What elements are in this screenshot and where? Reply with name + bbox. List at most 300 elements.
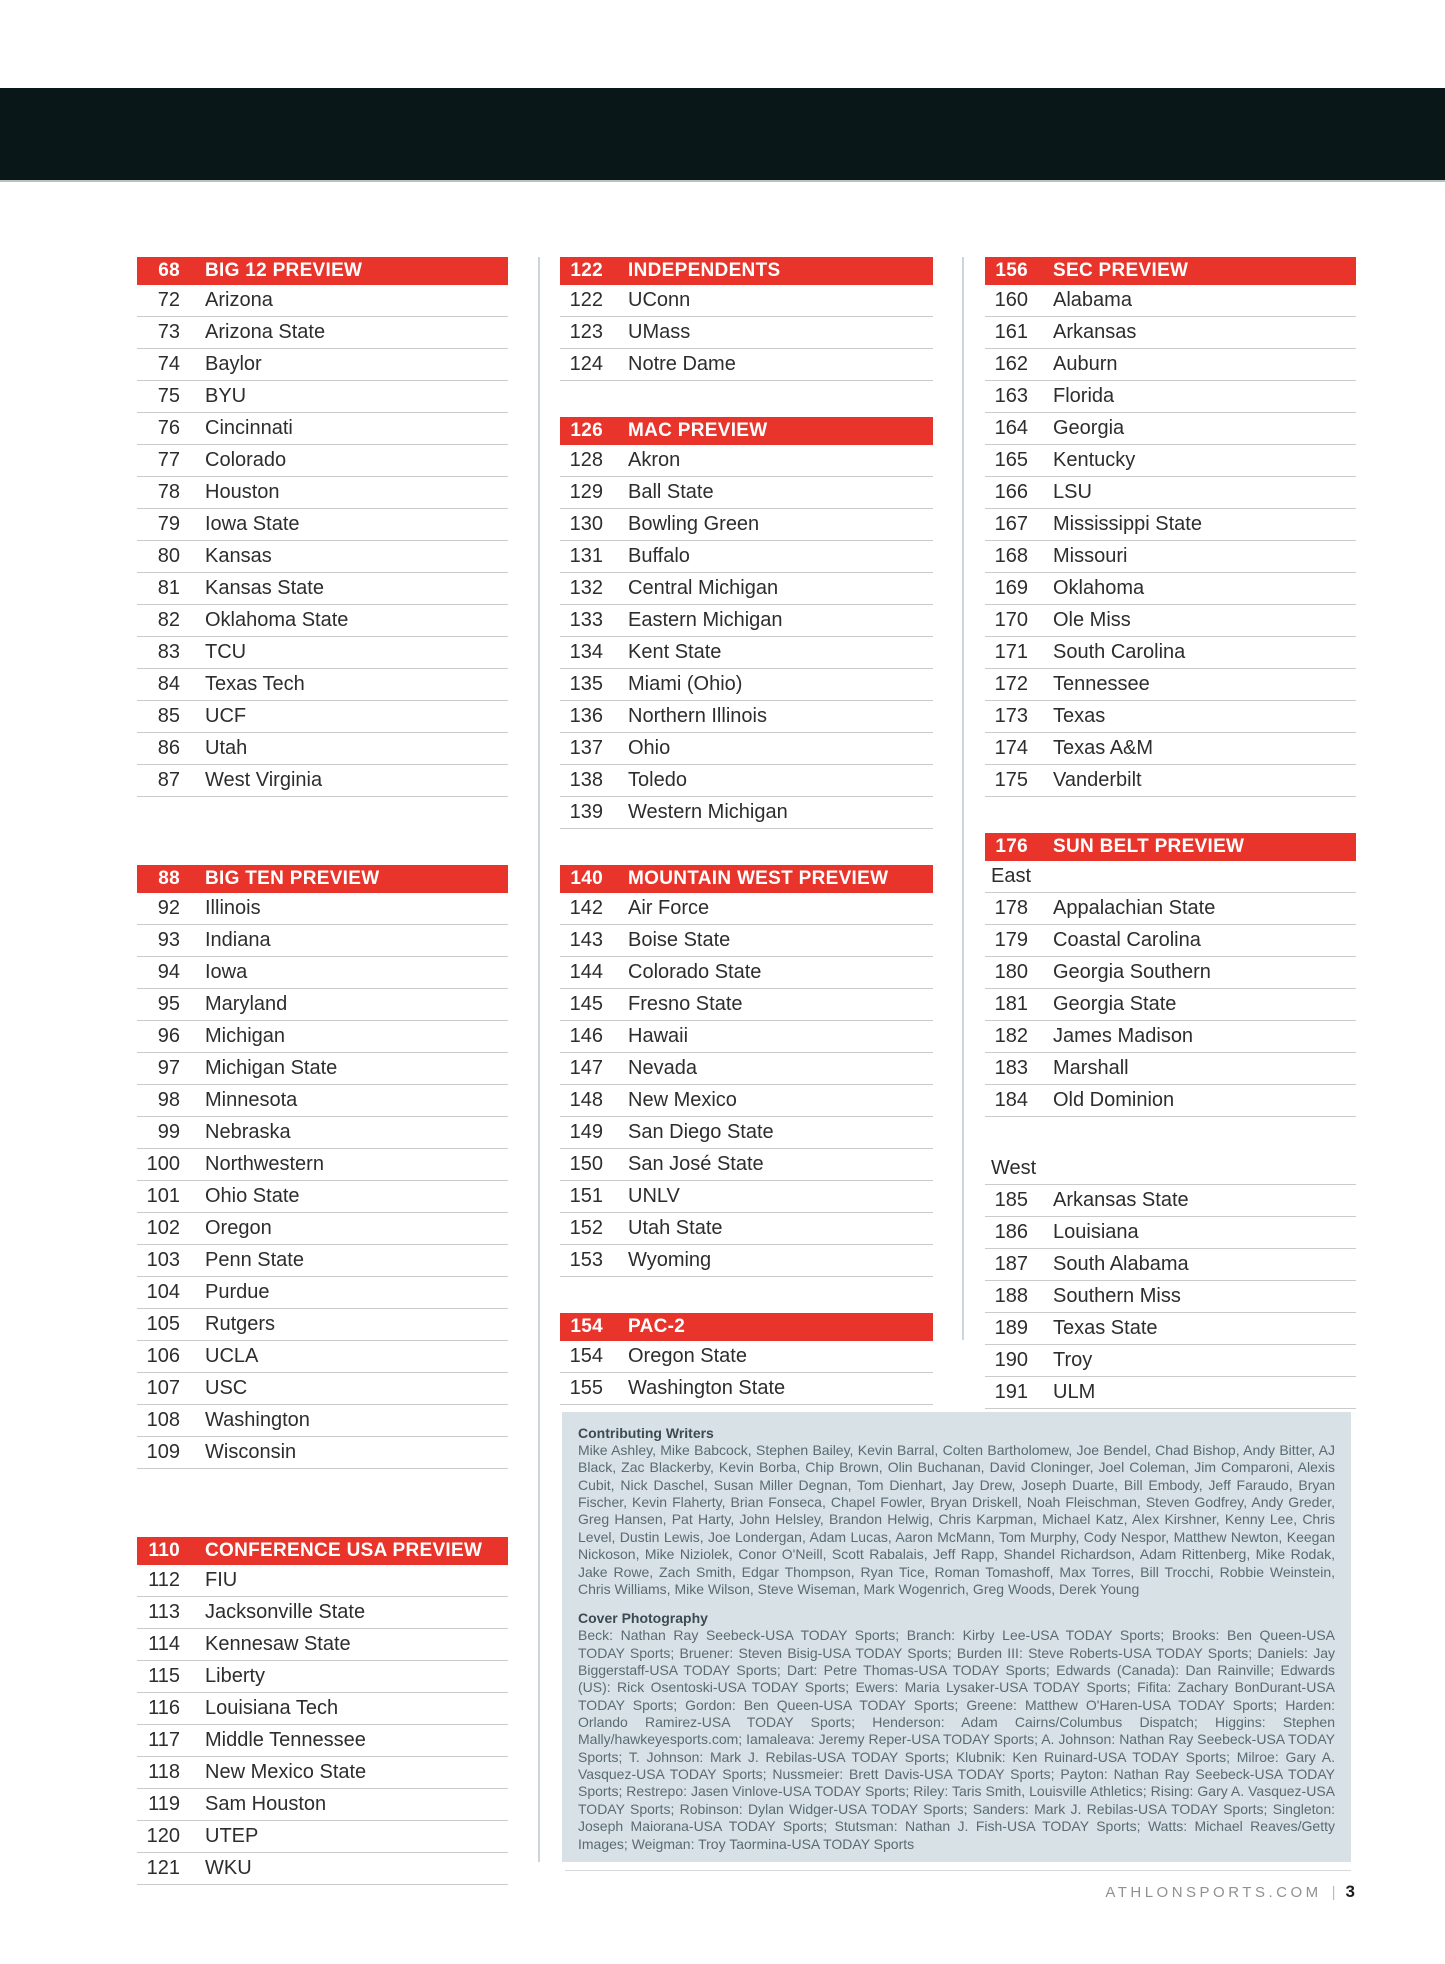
section-title: SUN BELT PREVIEW bbox=[1053, 836, 1245, 857]
toc-row bbox=[137, 1341, 508, 1373]
page-number: 172 bbox=[994, 673, 1028, 695]
page-number: 163 bbox=[994, 385, 1028, 407]
page-number: 151 bbox=[569, 1185, 603, 1207]
toc-row bbox=[137, 733, 508, 765]
section-header-bar bbox=[137, 1537, 508, 1565]
page-number: 138 bbox=[569, 769, 603, 791]
page-number: 183 bbox=[994, 1057, 1028, 1079]
section-header-bar bbox=[137, 865, 508, 893]
team-name: Sam Houston bbox=[205, 1793, 327, 1815]
section-header-bar bbox=[985, 833, 1356, 861]
toc-row bbox=[137, 957, 508, 989]
page-number: 128 bbox=[569, 449, 603, 471]
column-divider-left bbox=[538, 257, 540, 1862]
section-page-number: 110 bbox=[148, 1540, 180, 1561]
top-banner bbox=[0, 88, 1445, 182]
page-number: 144 bbox=[569, 961, 603, 983]
team-name: Georgia bbox=[1053, 417, 1125, 439]
toc-row bbox=[137, 349, 508, 381]
team-name: Nebraska bbox=[205, 1121, 291, 1143]
toc-row bbox=[137, 1437, 508, 1469]
team-name: TCU bbox=[205, 641, 247, 663]
page-number: 94 bbox=[157, 961, 180, 983]
page-number: 78 bbox=[157, 481, 180, 503]
team-name: FIU bbox=[205, 1569, 238, 1591]
page-number: 116 bbox=[148, 1697, 180, 1719]
contributing-writers-heading: Contributing Writers bbox=[578, 1425, 714, 1441]
page-number: 178 bbox=[994, 897, 1028, 919]
division-label: East bbox=[985, 861, 1356, 893]
page-number: 165 bbox=[994, 449, 1028, 471]
team-name: Kansas State bbox=[205, 577, 324, 599]
toc-row bbox=[137, 1853, 508, 1885]
page-number: 147 bbox=[569, 1057, 603, 1079]
page-number: 87 bbox=[157, 769, 180, 791]
toc-row bbox=[985, 509, 1356, 541]
page-number: 131 bbox=[569, 545, 603, 567]
page-number: 179 bbox=[994, 929, 1028, 951]
toc-row bbox=[137, 1405, 508, 1437]
toc-section bbox=[985, 257, 1356, 797]
page-number: 169 bbox=[994, 577, 1028, 599]
section-header-bar bbox=[560, 417, 933, 445]
page-number: 139 bbox=[569, 801, 603, 823]
toc-row bbox=[560, 1021, 933, 1053]
page-number: 142 bbox=[569, 897, 603, 919]
page-number: 185 bbox=[994, 1189, 1028, 1211]
team-name: South Alabama bbox=[1053, 1253, 1189, 1275]
toc-row bbox=[985, 1313, 1356, 1345]
section-header-bar bbox=[985, 257, 1356, 285]
toc-row bbox=[137, 477, 508, 509]
toc-row bbox=[560, 701, 933, 733]
page-number: 160 bbox=[994, 289, 1028, 311]
page-number: 136 bbox=[569, 705, 603, 727]
team-name: Auburn bbox=[1053, 353, 1118, 375]
team-name: South Carolina bbox=[1053, 641, 1186, 663]
toc-row bbox=[560, 893, 933, 925]
toc-row bbox=[560, 1213, 933, 1245]
page-number: 86 bbox=[157, 737, 180, 759]
toc-row bbox=[985, 1217, 1356, 1249]
page-number: 93 bbox=[157, 929, 180, 951]
page-number: 100 bbox=[146, 1153, 180, 1175]
toc-row bbox=[137, 989, 508, 1021]
team-name: Iowa State bbox=[205, 513, 300, 535]
toc-row bbox=[985, 925, 1356, 957]
team-name: USC bbox=[205, 1377, 248, 1399]
toc-row bbox=[985, 1021, 1356, 1053]
page-number: 108 bbox=[146, 1409, 180, 1431]
team-name: Michigan State bbox=[205, 1057, 338, 1079]
team-name: Western Michigan bbox=[628, 801, 788, 823]
team-name: West Virginia bbox=[205, 769, 323, 791]
page-number: 97 bbox=[157, 1057, 180, 1079]
page-number: 134 bbox=[569, 641, 603, 663]
page-number: 109 bbox=[146, 1441, 180, 1463]
team-name: UTEP bbox=[205, 1825, 259, 1847]
page-number: 123 bbox=[569, 321, 603, 343]
toc-row bbox=[985, 1053, 1356, 1085]
toc-row bbox=[560, 733, 933, 765]
page-number: 184 bbox=[994, 1089, 1028, 1111]
team-name: New Mexico bbox=[628, 1089, 737, 1111]
toc-row bbox=[985, 1281, 1356, 1313]
toc-row bbox=[985, 1377, 1356, 1409]
toc-row bbox=[137, 1309, 508, 1341]
team-name: Nevada bbox=[628, 1057, 697, 1079]
page-number: 114 bbox=[148, 1633, 180, 1655]
team-name: UNLV bbox=[628, 1185, 680, 1207]
toc-row bbox=[137, 925, 508, 957]
page-number: 155 bbox=[569, 1377, 603, 1399]
toc-row bbox=[137, 1149, 508, 1181]
toc-row bbox=[560, 669, 933, 701]
page-number: 73 bbox=[157, 321, 180, 343]
page-number: 101 bbox=[146, 1185, 180, 1207]
toc-section bbox=[560, 417, 933, 829]
toc-row bbox=[985, 445, 1356, 477]
toc-row bbox=[137, 381, 508, 413]
toc-row bbox=[137, 413, 508, 445]
team-name: Bowling Green bbox=[628, 513, 760, 535]
team-name: UMass bbox=[628, 321, 691, 343]
page-number: 74 bbox=[157, 353, 180, 375]
team-name: Maryland bbox=[205, 993, 288, 1015]
toc-section bbox=[560, 865, 933, 1277]
toc-row bbox=[137, 1565, 508, 1597]
team-name: BYU bbox=[205, 385, 247, 407]
cover-photography-text: Beck: Nathan Ray Seebeck-USA TODAY Sports; Branch: Kirby Lee-USA TODAY Sports; Brooks: Ben Queen-USA TODAY Sports; Bruener: Steven Bisig-USA TODAY Sports; Burden III: Steve Roberts-USA TODAY Sports; Daniels: Jay Biggerstaff-USA TODAY Sports; Dart: Petre Thomas-USA TODAY Sports; Edwards (Canada): Dan Rainville; Edwards (US): Rick Osentoski-USA TODAY Sports; Ewers: Maria Lysaker-USA TODAY Sports; Fifita: Zachary BonDurant-USA TODAY Sports; Gordon: Ben Queen-USA TODAY Sports; Greene: Matthew O'Haren-USA TODAY Sports; Harden: Orlando Ramirez-USA TODAY Sports; Henderson: Adam Cairns/Columbus Dispatch; Higgins: Stephen Mally/hawkeyesports.com; Iamaleava: Jeremy Reper-USA TODAY Sports; A. Johnson: Nathan Ray Seebeck-USA TODAY Sports; T. Johnson: Mark J. Rebilas-USA TODAY Sports; Klubnik: Ken Ruinard-USA TODAY Sports; Milroe: Gary A. Vasquez-USA TODAY Sports; Nussmeier: Brett Davis-USA TODAY Sports; Payton: Nathan Ray Seebeck-USA TODAY Sports; Restrepo: Jasen Vinlove-USA TODAY Sports; Riley: Taris Smith, Louisville Athletics; Rising: Gary A. Vasquez-USA TODAY Sports; Robinson: Dylan Widger-USA TODAY Sports; Sanders: Mark J. Rebilas-USA TODAY Sports; Singleton: Joseph Maiorana-USA TODAY Sports; Stutsman: Nathan J. Fish-USA TODAY Sports; Watts: Michael Reaves/Getty Images; Weigman: Troy Taormina-USA TODAY Sports bbox=[578, 1627, 1335, 1852]
toc-row bbox=[560, 445, 933, 477]
toc-row bbox=[137, 573, 508, 605]
section-title: MOUNTAIN WEST PREVIEW bbox=[628, 868, 889, 889]
team-name: Louisiana bbox=[1053, 1221, 1139, 1243]
toc-row bbox=[137, 1373, 508, 1405]
toc-row bbox=[985, 349, 1356, 381]
toc-row bbox=[560, 1373, 933, 1405]
team-name: Utah bbox=[205, 737, 248, 759]
toc-row bbox=[560, 1181, 933, 1213]
toc-row bbox=[137, 1277, 508, 1309]
page-number: 84 bbox=[157, 673, 180, 695]
team-name: San Diego State bbox=[628, 1121, 774, 1143]
toc-row bbox=[560, 1149, 933, 1181]
page-number: 130 bbox=[569, 513, 603, 535]
team-name: Oregon State bbox=[628, 1345, 747, 1367]
toc-row bbox=[985, 381, 1356, 413]
team-name: Old Dominion bbox=[1053, 1089, 1175, 1111]
team-name: Ohio State bbox=[205, 1185, 300, 1207]
team-name: Texas Tech bbox=[205, 673, 305, 695]
toc-row bbox=[137, 605, 508, 637]
page-number: 149 bbox=[569, 1121, 603, 1143]
page-number: 133 bbox=[569, 609, 603, 631]
team-name: Hawaii bbox=[628, 1025, 689, 1047]
toc-row bbox=[985, 733, 1356, 765]
section-title: PAC-2 bbox=[628, 1316, 686, 1337]
team-name: Utah State bbox=[628, 1217, 723, 1239]
toc-column-middle bbox=[560, 257, 933, 1405]
team-name: Arizona State bbox=[205, 321, 326, 343]
page-number: 85 bbox=[157, 705, 180, 727]
toc-row bbox=[560, 797, 933, 829]
team-name: Kent State bbox=[628, 641, 722, 663]
section-page-number: 154 bbox=[570, 1316, 603, 1337]
team-name: Kennesaw State bbox=[205, 1633, 351, 1655]
team-name: Illinois bbox=[205, 897, 261, 919]
toc-row bbox=[137, 1725, 508, 1757]
toc-row bbox=[985, 573, 1356, 605]
page-number: 77 bbox=[157, 449, 180, 471]
toc-row bbox=[560, 317, 933, 349]
page-number: 80 bbox=[157, 545, 180, 567]
toc-row bbox=[985, 1249, 1356, 1281]
division-label: West bbox=[985, 1153, 1356, 1185]
toc-row bbox=[985, 637, 1356, 669]
toc-row bbox=[137, 1789, 508, 1821]
team-name: Central Michigan bbox=[628, 577, 779, 599]
toc-row bbox=[985, 1345, 1356, 1377]
team-name: Georgia State bbox=[1053, 993, 1177, 1015]
toc-row bbox=[560, 541, 933, 573]
page-number: 96 bbox=[157, 1025, 180, 1047]
page-number: 95 bbox=[157, 993, 180, 1015]
toc-row bbox=[560, 1245, 933, 1277]
page-number: 182 bbox=[994, 1025, 1028, 1047]
toc-row bbox=[137, 1821, 508, 1853]
team-name: Oklahoma State bbox=[205, 609, 349, 631]
team-name: Kentucky bbox=[1053, 449, 1136, 471]
section-page-number: 126 bbox=[570, 420, 603, 441]
team-name: San José State bbox=[628, 1153, 764, 1175]
team-name: Minnesota bbox=[205, 1089, 298, 1111]
team-name: Washington bbox=[205, 1409, 310, 1431]
page-number: 180 bbox=[994, 961, 1028, 983]
page-number: 76 bbox=[157, 417, 180, 439]
toc-row bbox=[985, 541, 1356, 573]
team-name: Missouri bbox=[1053, 545, 1128, 567]
team-name: Marshall bbox=[1053, 1057, 1129, 1079]
toc-row bbox=[137, 765, 508, 797]
team-name: Appalachian State bbox=[1053, 897, 1216, 919]
team-name: Florida bbox=[1053, 385, 1115, 407]
page-number: 135 bbox=[569, 673, 603, 695]
page-number: 148 bbox=[569, 1089, 603, 1111]
toc-row bbox=[560, 989, 933, 1021]
team-name: Oklahoma bbox=[1053, 577, 1145, 599]
page-number: 105 bbox=[146, 1313, 180, 1335]
toc-row bbox=[137, 1021, 508, 1053]
page-number: 143 bbox=[569, 929, 603, 951]
page-number: 145 bbox=[569, 993, 603, 1015]
team-name: Purdue bbox=[205, 1281, 270, 1303]
column-divider-right bbox=[962, 257, 964, 1340]
toc-row bbox=[137, 1245, 508, 1277]
page-number: 113 bbox=[148, 1601, 180, 1623]
page-number: 171 bbox=[994, 641, 1028, 663]
team-name: Arizona bbox=[205, 289, 273, 311]
page-number: 173 bbox=[994, 705, 1028, 727]
toc-row bbox=[985, 701, 1356, 733]
contributing-writers-text: Mike Ashley, Mike Babcock, Stephen Bailey, Kevin Barral, Colten Bartholomew, Joe Bendel, Chad Bishop, Andy Bitter, AJ Black, Zac Blackerby, Kevin Borba, Chip Brown, Olin Buchanan, David Cloninger, Joel Coleman, Jim Comparoni, Alexis Cubit, Nick Daschel, Susan Miller Degnan, Tom Dienhart, Jay Drew, Joseph Duarte, Bill Embody, Jeff Faraudo, Bryan Fischer, Kevin Flaherty, Brian Fonseca, Chapel Fowler, Bryan Driskell, Noah Fleischman, Steven Godfrey, Andy Greder, Greg Hansen, Pat Harty, John Helsley, Brandon Helwig, Chris Karpman, Michael Katz, Alex Kirshner, Kenny Lee, Chris Level, Dustin Lewis, Joe Londergan, Adam Lucas, Aaron McMann, Tom Murphy, Cody Nespor, Matthew Newton, Keegan Nickoson, Mike Niziolek, Conor O'Neill, Scott Rabalais, Jeff Rapp, Shandel Richardson, Adam Rittenberg, Mike Rodak, Jake Rowe, Zach Smith, Edgar Thompson, Ryan Tice, Roman Tomashoff, Max Torres, Bill Trocchi, Robbie Weinstein, Chris Williams, Mike Wilson, Steve Wiseman, Mark Wogenrich, Greg Woods, Derek Young bbox=[578, 1442, 1335, 1597]
page-number: 162 bbox=[994, 353, 1028, 375]
team-name: Ball State bbox=[628, 481, 714, 503]
toc-row bbox=[560, 285, 933, 317]
section-page-number: 140 bbox=[570, 868, 603, 889]
toc-section bbox=[137, 1537, 508, 1885]
toc-section bbox=[985, 833, 1356, 1409]
page-number: 188 bbox=[994, 1285, 1028, 1307]
toc-row bbox=[137, 317, 508, 349]
team-name: UCF bbox=[205, 705, 247, 727]
page-number: 92 bbox=[157, 897, 180, 919]
team-name: Eastern Michigan bbox=[628, 609, 783, 631]
team-name: Buffalo bbox=[628, 545, 690, 567]
toc-row bbox=[985, 957, 1356, 989]
page-number: 106 bbox=[146, 1345, 180, 1367]
page-number: 153 bbox=[569, 1249, 603, 1271]
team-name: Texas State bbox=[1053, 1317, 1158, 1339]
team-name: Georgia Southern bbox=[1053, 961, 1211, 983]
page-number: 146 bbox=[569, 1025, 603, 1047]
toc-row bbox=[560, 1117, 933, 1149]
toc-row bbox=[137, 1213, 508, 1245]
footer bbox=[1105, 1882, 1355, 1902]
team-name: Coastal Carolina bbox=[1053, 929, 1201, 951]
page-number: 181 bbox=[994, 993, 1028, 1015]
team-name: Louisiana Tech bbox=[205, 1697, 339, 1719]
team-name: Texas bbox=[1053, 705, 1106, 727]
team-name: Rutgers bbox=[205, 1313, 276, 1335]
team-name: Miami (Ohio) bbox=[628, 673, 743, 695]
team-name: Fresno State bbox=[628, 993, 743, 1015]
toc-row bbox=[137, 669, 508, 701]
section-header-bar bbox=[137, 257, 508, 285]
page-number: 99 bbox=[157, 1121, 180, 1143]
page-number: 132 bbox=[569, 577, 603, 599]
section-title: MAC PREVIEW bbox=[628, 420, 768, 441]
team-name: WKU bbox=[205, 1857, 252, 1879]
team-name: Ole Miss bbox=[1053, 609, 1131, 631]
team-name: Toledo bbox=[628, 769, 687, 791]
team-name: Houston bbox=[205, 481, 280, 503]
section-header-bar bbox=[560, 1313, 933, 1341]
page-number: 124 bbox=[569, 353, 603, 375]
footer-site-url: ATHLONSPORTS.COM bbox=[1105, 1883, 1322, 1901]
page-number: 112 bbox=[148, 1569, 180, 1591]
page-number: 104 bbox=[146, 1281, 180, 1303]
team-name: Jacksonville State bbox=[205, 1601, 366, 1623]
toc-row bbox=[137, 1757, 508, 1789]
page-number: 191 bbox=[994, 1381, 1028, 1403]
team-name: Michigan bbox=[205, 1025, 286, 1047]
toc-column-right bbox=[985, 257, 1356, 1409]
page-number: 75 bbox=[157, 385, 180, 407]
page-number: 115 bbox=[148, 1665, 180, 1687]
section-title: CONFERENCE USA PREVIEW bbox=[205, 1540, 483, 1561]
toc-section bbox=[560, 257, 933, 381]
toc-row bbox=[985, 285, 1356, 317]
page-number: 174 bbox=[994, 737, 1028, 759]
footer-separator: | bbox=[1331, 1883, 1336, 1901]
team-name: UConn bbox=[628, 289, 691, 311]
cover-photography-heading: Cover Photography bbox=[578, 1610, 708, 1627]
team-name: Alabama bbox=[1053, 289, 1132, 311]
team-name: Indiana bbox=[205, 929, 271, 951]
page-number: 98 bbox=[157, 1089, 180, 1111]
toc-row bbox=[985, 669, 1356, 701]
toc-row bbox=[985, 989, 1356, 1021]
section-title: BIG TEN PREVIEW bbox=[205, 868, 380, 889]
team-name: Wisconsin bbox=[205, 1441, 297, 1463]
toc-section bbox=[560, 1313, 933, 1405]
page-number: 102 bbox=[146, 1217, 180, 1239]
toc-row bbox=[137, 445, 508, 477]
team-name: Tennessee bbox=[1053, 673, 1150, 695]
team-name: Southern Miss bbox=[1053, 1285, 1181, 1307]
team-name: Northern Illinois bbox=[628, 705, 767, 727]
page-number: 186 bbox=[994, 1221, 1028, 1243]
toc-row bbox=[560, 573, 933, 605]
team-name: Air Force bbox=[628, 897, 710, 919]
team-name: New Mexico State bbox=[205, 1761, 367, 1783]
toc-row bbox=[560, 349, 933, 381]
page-number: 118 bbox=[148, 1761, 180, 1783]
footer-rule bbox=[565, 1870, 1351, 1871]
toc-row bbox=[985, 605, 1356, 637]
team-name: Texas A&M bbox=[1053, 737, 1154, 759]
toc-row bbox=[985, 1085, 1356, 1117]
team-name: Vanderbilt bbox=[1053, 769, 1142, 791]
page-number: 82 bbox=[157, 609, 180, 631]
section-header-bar bbox=[560, 865, 933, 893]
section-page-number: 122 bbox=[570, 260, 603, 281]
toc-row bbox=[985, 317, 1356, 349]
toc-row bbox=[137, 1693, 508, 1725]
page-number: 83 bbox=[157, 641, 180, 663]
team-name: Colorado State bbox=[628, 961, 762, 983]
section-page-number: 68 bbox=[158, 260, 180, 281]
toc-row bbox=[560, 957, 933, 989]
section-header-bar bbox=[560, 257, 933, 285]
team-name: Oregon bbox=[205, 1217, 272, 1239]
toc-row bbox=[560, 605, 933, 637]
toc-row bbox=[137, 1597, 508, 1629]
page-number: 154 bbox=[569, 1345, 603, 1367]
page-number: 189 bbox=[994, 1317, 1028, 1339]
toc-row bbox=[560, 1053, 933, 1085]
team-name: Washington State bbox=[628, 1377, 786, 1399]
toc-row bbox=[560, 637, 933, 669]
toc-row bbox=[560, 509, 933, 541]
team-name: Colorado bbox=[205, 449, 287, 471]
team-name: Wyoming bbox=[628, 1249, 712, 1271]
team-name: Mississippi State bbox=[1053, 513, 1202, 535]
page-number: 107 bbox=[146, 1377, 180, 1399]
team-name: UCLA bbox=[205, 1345, 259, 1367]
toc-row bbox=[137, 541, 508, 573]
section-title: SEC PREVIEW bbox=[1053, 260, 1189, 281]
toc-row bbox=[560, 477, 933, 509]
toc-row bbox=[985, 893, 1356, 925]
toc-column-left bbox=[137, 257, 508, 1885]
page-number: 129 bbox=[569, 481, 603, 503]
page-number: 117 bbox=[148, 1729, 180, 1751]
page-number: 119 bbox=[148, 1793, 180, 1815]
page-number: 170 bbox=[994, 609, 1028, 631]
team-name: Liberty bbox=[205, 1665, 266, 1687]
